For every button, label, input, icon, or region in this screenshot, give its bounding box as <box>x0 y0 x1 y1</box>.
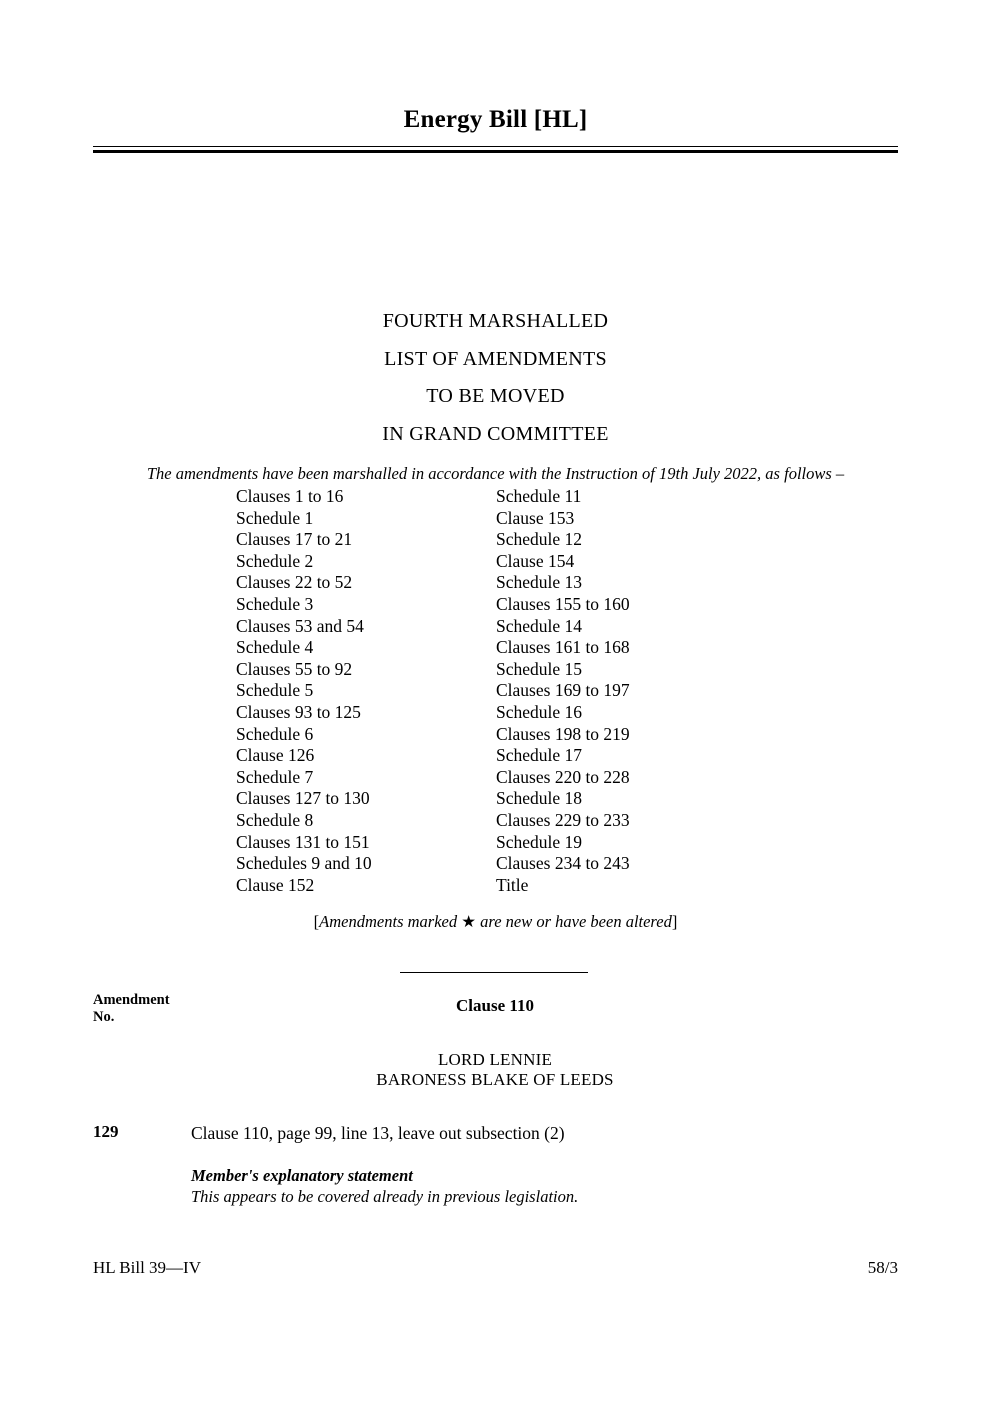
footer-page-number: 58/3 <box>867 1258 898 1277</box>
list-item: Clauses 198 to 219 <box>496 723 630 744</box>
list-item: Clauses 229 to 233 <box>496 809 630 830</box>
list-item: Schedule 2 <box>236 550 314 571</box>
amendment-number-caption-line1: Amendment <box>93 992 170 1008</box>
list-item: Schedule 13 <box>496 572 583 593</box>
marshalled-order-left-column <box>236 486 496 896</box>
explanatory-statement-title: Member's explanatory statement <box>191 1166 413 1185</box>
list-item: Schedule 12 <box>496 529 583 550</box>
marshalled-order-right-column <box>496 486 756 896</box>
list-item: Clauses 161 to 168 <box>496 637 630 658</box>
list-item: Schedule 11 <box>496 486 582 506</box>
list-item: Clauses 234 to 243 <box>496 853 630 874</box>
marshalled-order-columns <box>236 486 796 896</box>
list-item: Schedule 7 <box>236 766 314 787</box>
footer-bill-reference: HL Bill 39—IV <box>93 1258 201 1277</box>
amendment-number: 129 <box>93 1122 119 1141</box>
list-item: Schedule 16 <box>496 701 583 722</box>
section-divider-rule <box>400 972 588 973</box>
document-heading-block <box>93 303 898 453</box>
list-item: Clauses 1 to 16 <box>236 486 344 506</box>
star-note-text-after: are new or have been altered <box>476 912 672 931</box>
star-icon: ★ <box>461 912 477 931</box>
explanatory-statement-text: This appears to be covered already in previous legislation. <box>191 1187 579 1206</box>
heading-line-1: FOURTH MARSHALLED <box>382 310 609 332</box>
list-item: Schedule 18 <box>496 788 583 809</box>
star-note-open-bracket: [ <box>313 912 320 931</box>
amendment-text: Clause 110, page 99, line 13, leave out subsection (2) <box>191 1123 565 1143</box>
list-item: Schedule 6 <box>236 723 314 744</box>
amendment-entry <box>93 1122 898 1144</box>
list-item: Schedule 17 <box>496 745 583 766</box>
list-item: Clauses 53 and 54 <box>236 615 364 636</box>
list-item: Clauses 17 to 21 <box>236 529 353 550</box>
list-item: Schedule 4 <box>236 637 314 658</box>
amendment-number-caption <box>93 992 170 1025</box>
list-item: Clauses 55 to 92 <box>236 658 353 679</box>
list-item: Schedule 8 <box>236 809 314 830</box>
member-names <box>240 1050 750 1090</box>
amendment-number-caption-line2: No. <box>93 1008 115 1025</box>
list-item: Clause 126 <box>236 745 315 766</box>
list-item: Schedule 1 <box>236 507 314 528</box>
member-name: BARONESS BLAKE OF LEEDS <box>376 1070 614 1089</box>
clause-heading: Clause 110 <box>456 996 534 1015</box>
list-item: Schedules 9 and 10 <box>236 853 372 874</box>
marshalling-note: The amendments have been marshalled in accordance with the Instruction of 19th July 2022, as follows – <box>146 464 845 483</box>
list-item: Schedule 3 <box>236 593 314 614</box>
list-item: Clause 152 <box>236 874 315 895</box>
list-item: Schedule 14 <box>496 615 583 636</box>
explanatory-statement <box>191 1165 841 1207</box>
star-note-text-before: Amendments marked <box>319 912 462 931</box>
list-item: Clauses 155 to 160 <box>496 593 630 614</box>
list-item: Clause 154 <box>496 550 575 571</box>
heading-line-2: LIST OF AMENDMENTS <box>384 347 607 370</box>
list-item: Schedule 15 <box>496 658 583 679</box>
list-item: Schedule 19 <box>496 831 583 852</box>
member-name: LORD LENNIE <box>437 1050 553 1069</box>
heading-line-3: TO BE MOVED <box>426 385 565 407</box>
heading-line-4: IN GRAND COMMITTEE <box>382 422 609 445</box>
list-item: Schedule 5 <box>236 680 314 701</box>
page-footer <box>93 1258 898 1278</box>
list-item: Clauses 169 to 197 <box>496 680 630 701</box>
list-item: Clause 153 <box>496 507 575 528</box>
star-legend-note <box>93 912 898 932</box>
page-title: Energy Bill [HL] <box>403 106 588 133</box>
list-item: Clauses 220 to 228 <box>496 766 630 787</box>
title-rule-thick-line <box>93 150 898 153</box>
title-double-rule <box>93 146 898 153</box>
list-item: Clauses 22 to 52 <box>236 572 353 593</box>
star-note-close-bracket: ] <box>671 912 678 931</box>
list-item: Clauses 127 to 130 <box>236 788 370 809</box>
list-item: Clauses 93 to 125 <box>236 701 361 722</box>
list-item: Title <box>496 874 529 895</box>
list-item: Clauses 131 to 151 <box>236 831 370 852</box>
